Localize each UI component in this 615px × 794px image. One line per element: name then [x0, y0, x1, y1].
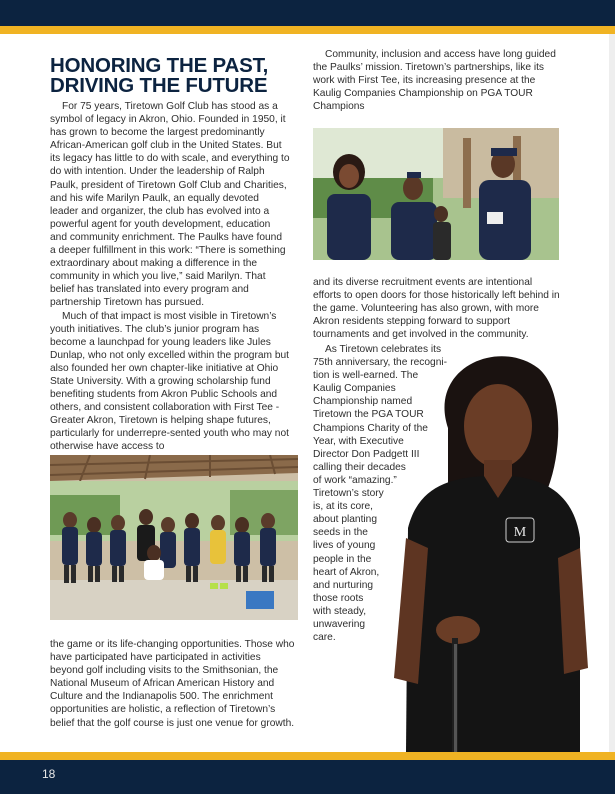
paragraph-4-line: Championship named	[313, 396, 413, 408]
paragraph-4-line: Tiretown the PGA TOUR	[313, 409, 424, 421]
page-number: 18	[42, 767, 56, 781]
paragraph-4-line: 75th anniversary, the recogni-	[313, 357, 448, 369]
header-band	[0, 0, 615, 26]
paragraph-4-line: tion is well-earned. The	[313, 370, 419, 382]
page-edge	[609, 34, 615, 752]
article-title	[50, 56, 310, 96]
paragraph-4-line: heart of Akron,	[313, 566, 380, 578]
paragraph-4-line: care.	[313, 632, 336, 644]
svg-text:M: M	[513, 525, 527, 540]
paragraph-2: Much of that impact is most visible in Tiretown’s youth initiatives. The club’s junior program has become a launchpad for young leaders like Jules Dunlap, who not only excelled within the program but also founded her own chapter-like initiative at Ohio State University. With a growing scholarship fund benefiting students from Akron Public Schools and others, and consistent collaboration with First Tee - Greater Akron, Tiretown is helping shape futures, particularly for underrepre-sented youth who may not otherwise have access to	[50, 310, 289, 453]
paragraph-4-line: calling their decades	[313, 461, 406, 473]
paragraph-1: For 75 years, Tiretown Golf Club has stood as a symbol of legacy in Akron, Ohio. Founded in 1950, it has grown to become the largest predominantly African-American golf club in the United States. But its legacy has little to do with scale, and everything to do with intention. Under the leadership of Ralph Paulk, president of Tiretown Golf Club and Charities, and his wife Marilyn Paulk, an equally devoted leader and organizer, the club has evolved into a powerful agent for youth development, education and community enrichment. The Paulks have found a deeper fulfillment in this work: “There is something extraordinary about making a difference in the community in which you live,” said Marilyn. That belief has translated into every program and partnership Tiretown has pursued.	[50, 101, 290, 309]
photo-club-leaders	[313, 128, 559, 260]
title-line-1: HONORING THE PAST,	[50, 54, 269, 77]
title-line-2: DRIVING THE FUTURE	[50, 74, 268, 97]
paragraph-4-line: seeds in the	[313, 527, 368, 539]
paragraph-3-continued: and its diverse recruitment events are intentional efforts to open doors for those historically left behind in the game. Volunteering has also grown, with more Akron residents stepping forward to support tournaments and get involved in the community.	[313, 277, 560, 341]
photo-young-golfer-cutout	[388, 348, 588, 752]
paragraph-4-line: Champions Charity of the	[313, 422, 428, 434]
paragraph-2-continued: the game or its life-changing opportunities. Those who have participated have participated in activities beyond golf including visits to the Smithsonian, the National Museum of African American History and Culture and the Indianapolis 500. The enrichment opportunities are holistic, a reflection of Tiretown’s belief that the golf course is just one venue for growth.	[50, 639, 295, 729]
header-gold-stripe	[0, 26, 615, 34]
footer-gold-stripe	[0, 752, 615, 760]
left-column-text	[50, 100, 290, 454]
paragraph-3: Community, inclusion and access have long guided the Paulks’ mission. Tiretown’s partnerships, like its work with First Tee, its increasing presence at the Kaulig Companies Championship on PGA TOUR Champions	[313, 49, 556, 113]
paragraph-4-line: Year, with Executive	[313, 435, 404, 447]
right-column-continuation	[313, 276, 563, 341]
paragraph-4-line: with steady,	[313, 605, 367, 617]
right-column-intro	[313, 48, 563, 113]
footer-band	[0, 760, 615, 794]
paragraph-4-line: is, at its core,	[313, 501, 374, 513]
paragraph-4-line: As Tiretown celebrates its	[325, 344, 442, 355]
paragraph-4-line: and nurturing	[313, 579, 374, 591]
paragraph-4-line: Kaulig Companies	[313, 383, 396, 395]
paragraph-4-line: people in the	[313, 553, 372, 565]
paragraph-4-line: lives of young	[313, 540, 376, 552]
paragraph-4-line: of work “amazing.”	[313, 474, 397, 486]
photo-junior-golfers-group	[50, 455, 298, 620]
paragraph-4-line: Tiretown’s story	[313, 488, 384, 500]
paragraph-4-line: unwavering	[313, 618, 366, 630]
paragraph-4-line: Director Don Padgett III	[313, 448, 420, 460]
paragraph-4-line: about planting	[313, 514, 378, 526]
paragraph-4-line: those roots	[313, 592, 364, 604]
left-column-continuation	[50, 638, 296, 730]
